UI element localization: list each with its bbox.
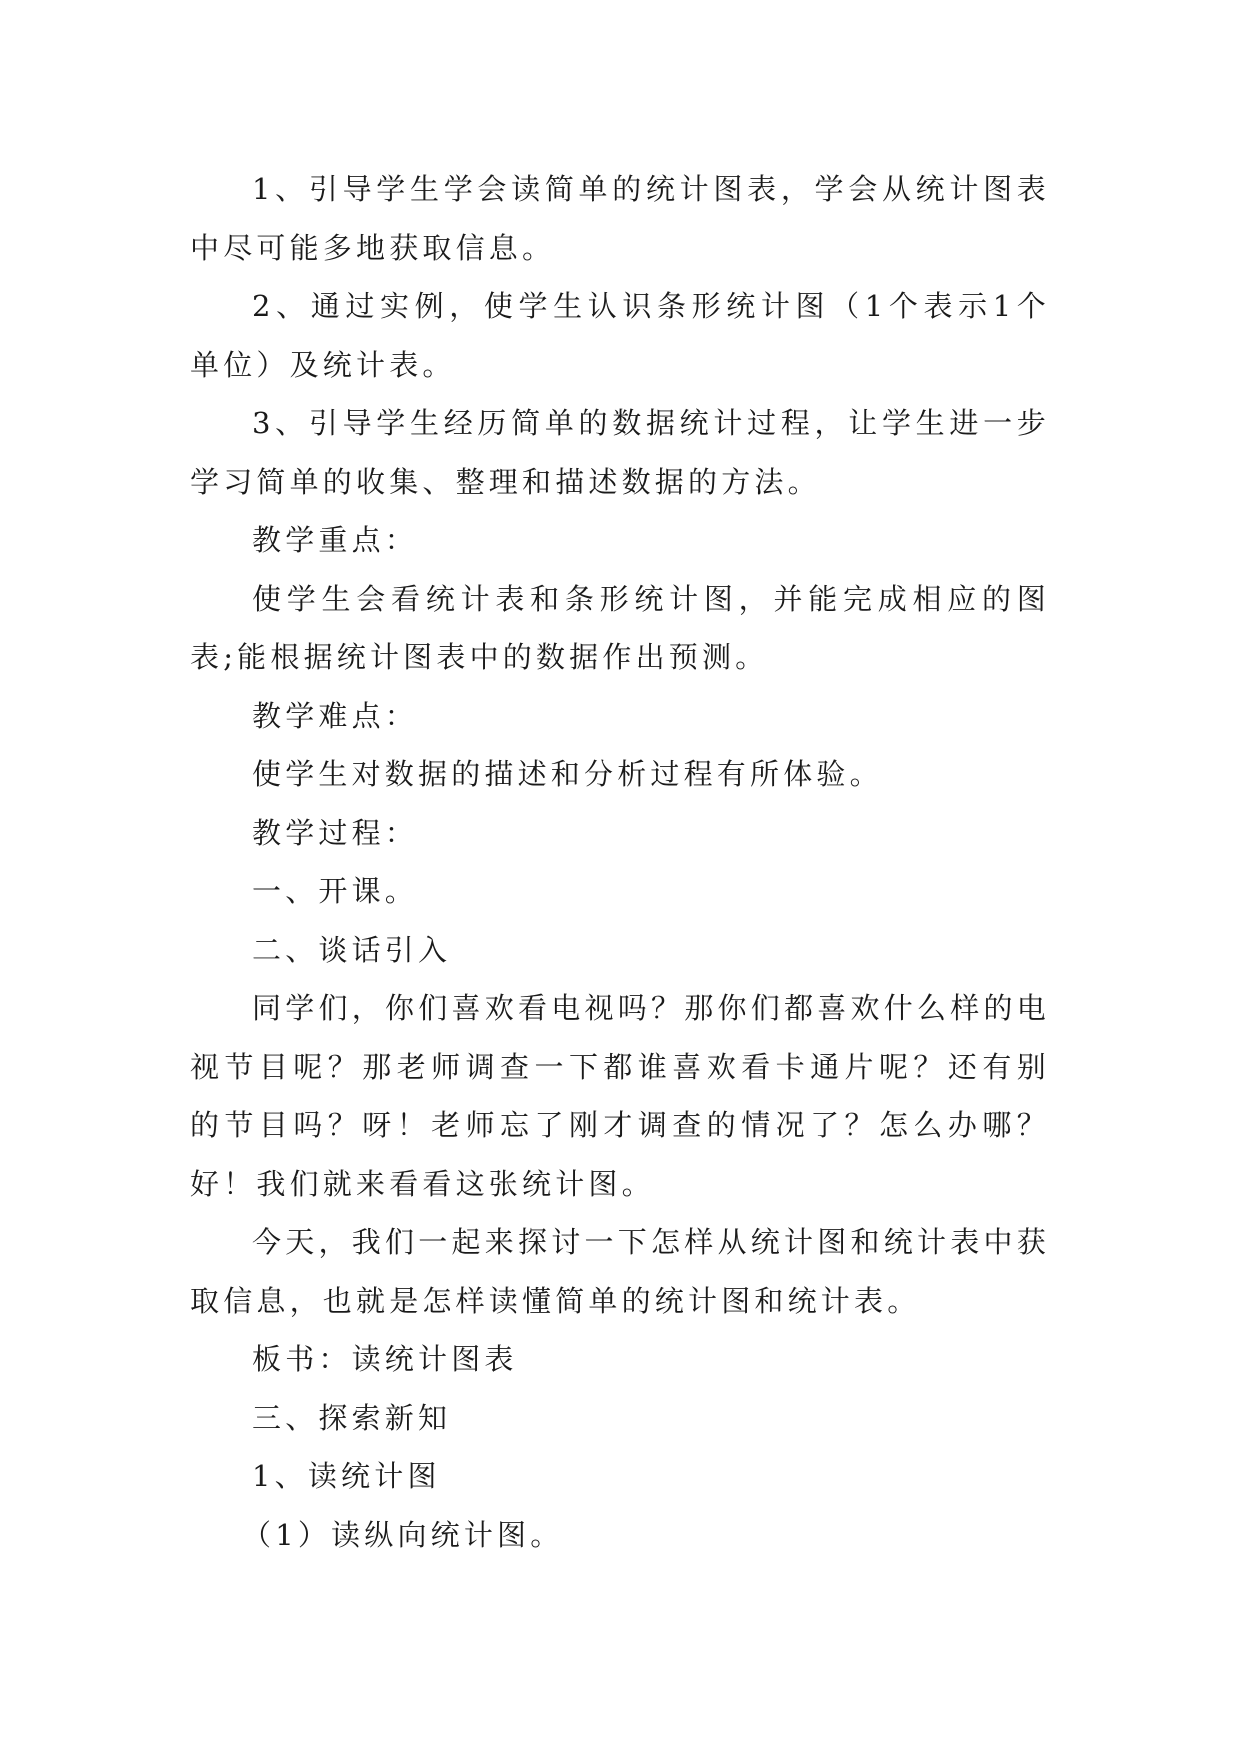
objective-1: 1、引导学生学会读简单的统计图表，学会从统计图表中尽可能多地获取信息。	[190, 172, 1050, 265]
process-heading: 教学过程：	[252, 815, 419, 850]
sub-item-vertical-chart: （1）读纵向统计图。	[242, 1517, 564, 1552]
step-1-heading: 一、开课。	[252, 874, 419, 908]
intro-dialogue: 同学们，你们喜欢看电视吗？那你们都喜欢什么样的电视节目呢？那老师调查一下都谁喜欢看卡通片呢？还有别的节目吗？呀！老师忘了刚才调查的情况了？怎么办哪？好！我们就来看看这张统计图。	[190, 991, 1050, 1201]
sub-heading-read-chart: 1、读统计图	[252, 1459, 441, 1493]
intro-summary: 今天，我们一起来探讨一下怎样从统计图和统计表中获取信息，也就是怎样读懂简单的统计图和统计表。	[190, 1225, 1050, 1318]
blackboard-note: 板书：读统计图表	[252, 1342, 518, 1376]
objective-2: 2、通过实例，使学生认识条形统计图（1个表示1个单位）及统计表。	[190, 289, 1050, 382]
step-3-heading: 三、探索新知	[252, 1400, 452, 1435]
key-points-text: 使学生会看统计表和条形统计图，并能完成相应的图表;能根据统计图表中的数据作出预测。	[190, 581, 1050, 674]
difficulty-text: 使学生对数据的描述和分析过程有所体验。	[252, 757, 883, 791]
key-points-heading: 教学重点：	[252, 523, 419, 557]
step-2-heading: 二、谈话引入	[252, 932, 452, 967]
document-body	[190, 160, 1050, 1564]
difficulty-heading: 教学难点：	[252, 698, 419, 733]
objective-3: 3、引导学生经历简单的数据统计过程，让学生进一步学习简单的收集、整理和描述数据的方法。	[190, 406, 1050, 499]
